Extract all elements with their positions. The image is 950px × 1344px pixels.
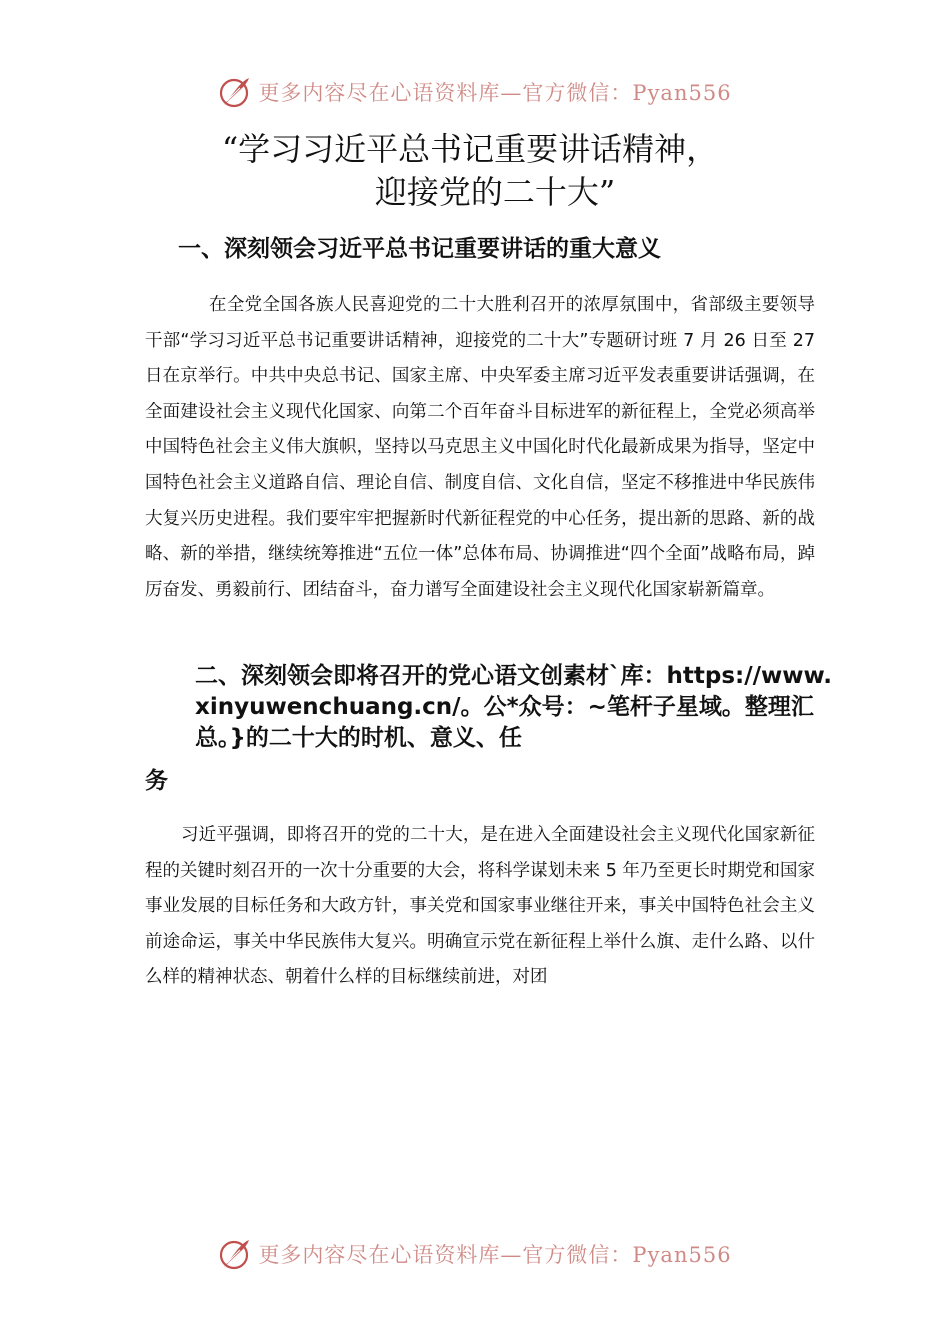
footer-watermark	[0, 1232, 950, 1276]
title-line-2: 迎接党的二十大”	[374, 173, 616, 211]
section-1-paragraph: 在全党全国各族人民喜迎党的二十大胜利召开的浓厚氛围中，省部级主要领导干部“学习习近平总书记重要讲话精神，迎接党的二十大”专题研讨班 7 月 26 日至 27 日在京举行。中共中央总书记、国家主席、中央军委主席习近平发表重要讲话强调，在全面建设社会主义现代化国家、向第二个百年奋斗目标进军的新征程上，全党必须高举中国特色社会主义伟大旗帜，坚持以马克思主义中国化时代化最新成果为指导，坚定中国特色社会主义道路自信、理论自信、制度自信、文化自信，坚定不移推进中华民族伟大复兴历史进程。我们要牢牢把握新时代新征程党的中心任务，提出新的思路、新的战略、新的举措，继续统筹推进“五位一体”总体布局、协调推进“四个全面”战略布局，踔厉奋发、勇毅前行、团结奋斗，奋力谱写全面建设社会主义现代化国家崭新篇章。	[145, 295, 815, 600]
title-line-1: “学习习近平总书记重要讲话精神，	[221, 130, 719, 168]
document-title	[0, 128, 950, 214]
watermark-text: 更多内容尽在心语资料库—官方微信：Pyan556	[258, 1243, 732, 1267]
section-1-heading: 一、深刻领会习近平总书记重要讲话的重大意义	[178, 236, 661, 262]
section-2-heading: 二、深刻领会即将召开的党心语文创素材`库：https://www.xinyuwenchuang.cn/。公*众号：~笔杆子星域。整理汇总。}的二十大的时机、意义、任	[195, 663, 833, 751]
section-2-heading-tail: 务	[145, 768, 168, 794]
section-2-paragraph: 习近平强调，即将召开的党的二十大，是在进入全面建设社会主义现代化国家新征程的关键时刻召开的一次十分重要的大会，将科学谋划未来 5 年乃至更长时期党和国家事业发展的目标任务和大政方针，事关党和国家事业继往开来，事关中国特色社会主义前途命运，事关中华民族伟大复兴。明确宣示党在新征程上举什么旗、走什么路、以什么样的精神状态、朝着什么样的目标继续前进，对团	[145, 825, 815, 988]
watermark-text: 更多内容尽在心语资料库—官方微信：Pyan556	[258, 81, 732, 105]
quill-pen-icon	[218, 1237, 252, 1271]
header-watermark	[0, 70, 950, 114]
quill-pen-icon	[218, 75, 252, 109]
